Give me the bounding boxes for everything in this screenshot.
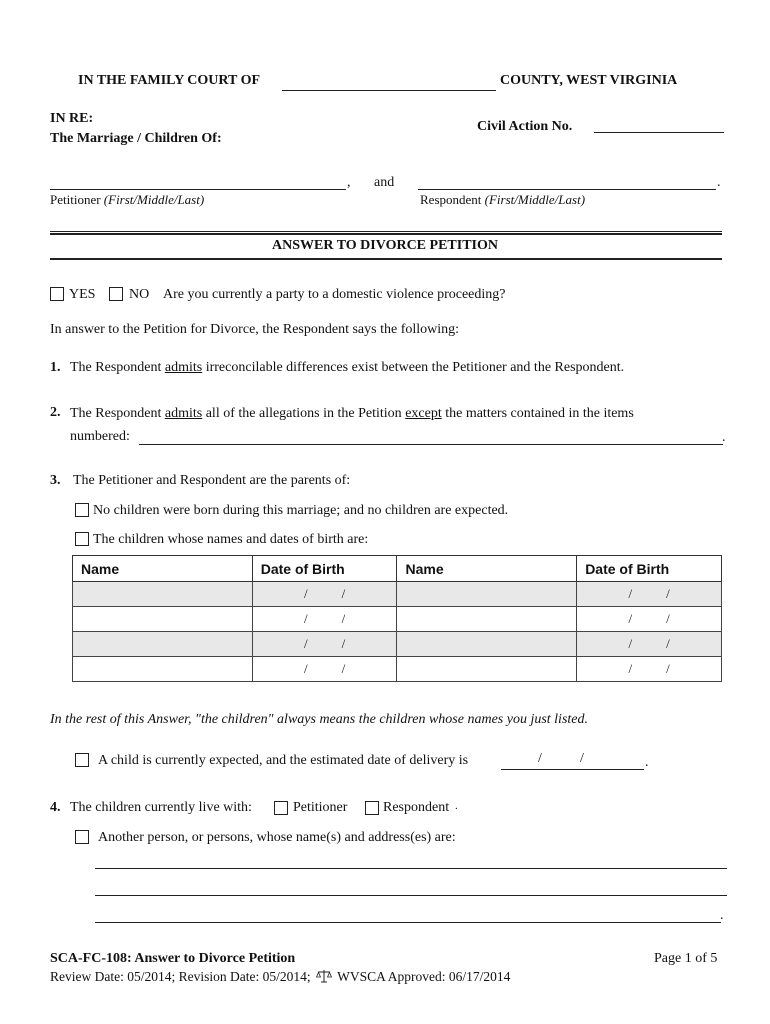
table-row	[73, 582, 722, 607]
item4-number: 4.	[50, 800, 61, 815]
table-row	[73, 632, 722, 657]
child-expected-checkbox[interactable]	[75, 753, 89, 767]
live-with-petitioner-label: Petitioner	[293, 800, 348, 815]
header-dob-2: Date of Birth	[577, 556, 722, 582]
child-dob-cell[interactable]	[252, 582, 397, 607]
children-table	[72, 555, 722, 682]
dv-no-label: NO	[129, 287, 150, 302]
delivery-slash-1: /	[538, 751, 542, 766]
item4-text: The children currently live with:	[70, 800, 252, 815]
children-listed-label: The children whose names and dates of birth are:	[93, 532, 369, 547]
child-dob-cell[interactable]	[577, 582, 722, 607]
item3-text: The Petitioner and Respondent are the parents of:	[73, 473, 351, 488]
review-revision-dates: Review Date: 05/2014; Revision Date: 05/2014;	[50, 969, 311, 984]
court-prefix: IN THE FAMILY COURT OF	[78, 73, 261, 88]
header-name-1: Name	[73, 556, 253, 582]
comma-text: ,	[347, 175, 351, 190]
item2-text	[70, 406, 634, 422]
slash: /	[341, 586, 346, 601]
delivery-date-field[interactable]	[501, 769, 644, 770]
slash: /	[303, 661, 308, 676]
dv-question-text: Are you currently a party to a domestic violence proceeding?	[163, 287, 506, 302]
child-dob-cell[interactable]	[577, 657, 722, 682]
item3-number: 3.	[50, 473, 61, 488]
slash: /	[666, 611, 670, 626]
another-person-line-2[interactable]	[95, 895, 727, 896]
header-dob-1: Date of Birth	[252, 556, 397, 582]
another-person-line-1[interactable]	[95, 868, 727, 869]
item2-post: the matters contained in the items	[445, 406, 634, 421]
slash: /	[628, 661, 633, 676]
marriage-of-label: The Marriage / Children Of:	[50, 131, 222, 146]
page-number: Page 1 of 5	[654, 951, 718, 966]
item2-pre: The Respondent	[70, 406, 162, 421]
child-name-cell[interactable]	[73, 657, 253, 682]
item4-period: .	[455, 800, 458, 812]
slash: /	[628, 586, 633, 601]
scales-of-justice-icon	[316, 969, 332, 987]
another-person-checkbox[interactable]	[75, 830, 89, 844]
child-name-cell[interactable]	[73, 607, 253, 632]
petitioner-hint: (First/Middle/Last)	[103, 192, 205, 207]
slash: /	[666, 661, 670, 676]
child-name-cell[interactable]	[397, 632, 577, 657]
footer	[50, 951, 510, 987]
child-dob-cell[interactable]	[252, 657, 397, 682]
child-dob-cell[interactable]	[577, 632, 722, 657]
civil-action-field[interactable]	[594, 132, 724, 133]
intro-text: In answer to the Petition for Divorce, the Respondent says the following:	[50, 322, 460, 337]
live-with-petitioner-checkbox[interactable]	[274, 801, 288, 815]
civil-action-label: Civil Action No.	[477, 119, 573, 134]
another-person-label: Another person, or persons, whose name(s) and address(es) are:	[98, 830, 456, 845]
slash: /	[341, 611, 346, 626]
rest-note: In the rest of this Answer, "the children" always means the children whose names you just listed.	[50, 712, 589, 727]
child-name-cell[interactable]	[73, 632, 253, 657]
item2-number: 2.	[50, 405, 61, 420]
slash: /	[303, 586, 308, 601]
title-rule-bottom	[50, 258, 722, 260]
in-re-label: IN RE:	[50, 111, 94, 126]
footer-dates	[50, 969, 510, 987]
item2-except: except	[405, 406, 442, 421]
table-row	[73, 657, 722, 682]
live-with-respondent-label: Respondent	[383, 800, 450, 815]
title-rule-top-thick	[50, 233, 722, 235]
item1-pre: The Respondent	[70, 360, 162, 375]
child-dob-cell[interactable]	[252, 632, 397, 657]
header-name-2: Name	[397, 556, 577, 582]
item1-text	[70, 360, 624, 376]
item2-numbered-field[interactable]	[139, 444, 723, 445]
children-listed-checkbox[interactable]	[75, 532, 89, 546]
child-name-cell[interactable]	[397, 582, 577, 607]
live-with-respondent-checkbox[interactable]	[365, 801, 379, 815]
child-name-cell[interactable]	[397, 657, 577, 682]
item2-period: .	[722, 430, 726, 445]
respondent-caption	[420, 192, 585, 208]
approved-date: WVSCA Approved: 06/17/2014	[337, 969, 511, 984]
respondent-name-field[interactable]	[418, 189, 716, 190]
period-text: .	[717, 175, 721, 190]
item2-numbered-label: numbered:	[70, 429, 130, 444]
form-id: SCA-FC-108: Answer to Divorce Petition	[50, 951, 296, 966]
petitioner-name-field[interactable]	[50, 189, 346, 190]
slash: /	[628, 611, 633, 626]
dv-yes-checkbox[interactable]	[50, 287, 64, 301]
respondent-label: Respondent	[420, 192, 482, 207]
child-expected-text: A child is currently expected, and the estimated date of delivery is	[98, 753, 469, 768]
another-person-line-3[interactable]	[95, 922, 721, 923]
page-title: ANSWER TO DIVORCE PETITION	[272, 238, 498, 253]
child-name-cell[interactable]	[397, 607, 577, 632]
delivery-period: .	[645, 755, 649, 770]
child-dob-cell[interactable]	[252, 607, 397, 632]
petitioner-caption	[50, 192, 204, 208]
slash: /	[666, 586, 670, 601]
slash: /	[628, 636, 633, 651]
petitioner-label: Petitioner	[50, 192, 101, 207]
title-rule-top-thin	[50, 231, 722, 232]
court-suffix: COUNTY, WEST VIRGINIA	[500, 73, 678, 88]
slash: /	[341, 636, 346, 651]
county-field[interactable]	[282, 90, 496, 91]
item2-mid: all of the allegations in the Petition	[205, 406, 402, 421]
item1-admits: admits	[164, 360, 203, 375]
table-header-row	[73, 556, 722, 582]
item1-post: irreconcilable differences exist between the Petitioner and the Respondent.	[205, 360, 625, 375]
delivery-slash-2: /	[580, 751, 584, 766]
table-row	[73, 607, 722, 632]
item1-number: 1.	[50, 360, 61, 375]
slash: /	[341, 661, 346, 676]
child-name-cell[interactable]	[73, 582, 253, 607]
respondent-hint: (First/Middle/Last)	[484, 192, 586, 207]
dv-yes-label: YES	[69, 287, 96, 302]
item2-admits: admits	[164, 406, 203, 421]
no-children-label: No children were born during this marriage; and no children are expected.	[93, 503, 509, 518]
another-person-period: .	[720, 908, 724, 923]
slash: /	[666, 636, 670, 651]
child-dob-cell[interactable]	[577, 607, 722, 632]
slash: /	[303, 636, 308, 651]
dv-no-checkbox[interactable]	[109, 287, 123, 301]
no-children-checkbox[interactable]	[75, 503, 89, 517]
slash: /	[303, 611, 308, 626]
and-text: and	[374, 175, 395, 190]
